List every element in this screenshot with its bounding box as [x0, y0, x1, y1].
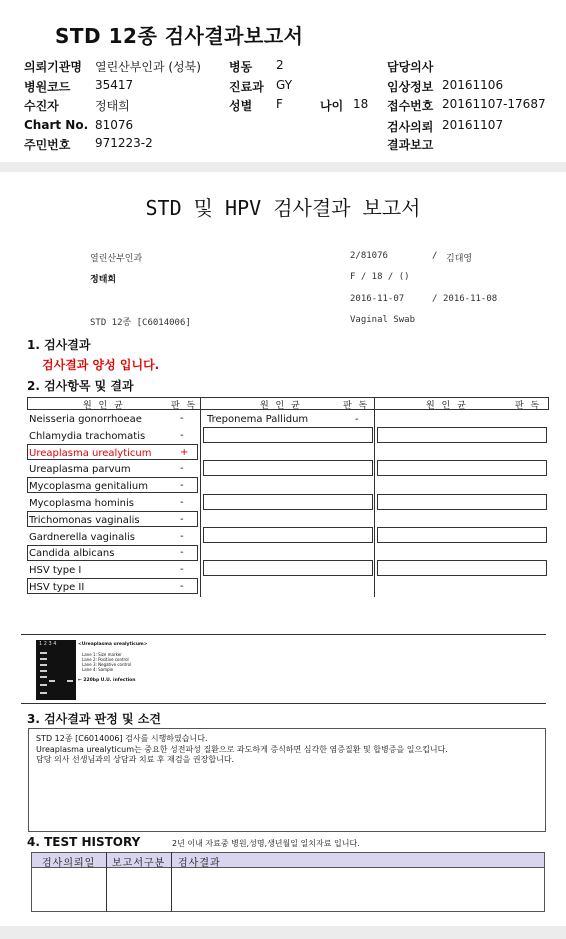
history-table-header: [31, 852, 545, 868]
col-judgement-3: 판 독: [515, 401, 542, 411]
result-item-name: Ureaplasma parvum: [29, 464, 131, 475]
result-item-judgement: -: [180, 480, 184, 491]
result-item-name: Ureaplasma urealyticum: [29, 448, 152, 459]
header-row-4: [0, 118, 566, 138]
positive-result-message: 검사결과 양성 입니다.: [42, 358, 160, 372]
date-from: 2016-11-07: [350, 294, 405, 304]
id-value: 971223-2: [95, 136, 153, 150]
opinion-line-2: Ureaplasma urealyticum는 중요한 성전파성 질환으로 과도하게 증식하면 심각한 염증질환 및 합병증을 일으킵니다.: [36, 745, 448, 754]
result-item-judgement: -: [180, 514, 184, 525]
doctor-label: 담당의사: [387, 60, 434, 74]
result-item-judgement: -: [180, 581, 184, 592]
history-divider-1: [106, 852, 107, 912]
reception-value: 20161107-17687: [442, 97, 546, 111]
report-patient: 정태희: [90, 275, 117, 285]
doctor-name: 김대영: [446, 254, 473, 264]
slash-divider: /: [432, 251, 438, 261]
sex-label: 성별: [229, 99, 253, 113]
age-value: 18: [353, 97, 369, 111]
empty-result-cell: [203, 460, 373, 476]
hospital-code-label: 병원코드: [24, 80, 71, 94]
grid-divider-2: [374, 397, 375, 597]
history-note: 2년 이내 자료중 병원,성명,생년월일 일치자료 입니다.: [172, 839, 360, 848]
header-row-3: [0, 97, 566, 117]
empty-result-cell: [203, 560, 373, 576]
report-header: [0, 0, 566, 162]
result-item-judgement: -: [180, 497, 184, 508]
reception-label: 접수번호: [387, 99, 434, 113]
history-table-body: [31, 868, 545, 912]
section2-title: 2. 검사항목 및 결과: [27, 379, 134, 393]
result-item-judgement: +: [180, 447, 189, 458]
request-date-label: 검사의뢰: [387, 120, 434, 134]
report-label: 결과보고: [387, 138, 434, 152]
chart-value: 81076: [95, 118, 134, 132]
empty-result-cell: [377, 460, 547, 476]
result-item-judgement: -: [180, 531, 184, 542]
hospital-code-value: 35417: [95, 78, 134, 92]
empty-result-cell: [377, 427, 547, 443]
empty-result-cell: [203, 494, 373, 510]
result-item-judgement: -: [180, 463, 184, 474]
result-item-name: Mycoplasma hominis: [29, 498, 134, 509]
document-title: STD 12종 검사결과보고서: [55, 24, 304, 48]
gel-legend-2: Lane 2: Positive control: [82, 657, 129, 662]
age-label: 나이: [320, 99, 344, 113]
history-col-type: 보고서구분: [112, 858, 166, 869]
header-row-2: [0, 78, 566, 98]
section1-title: 1. 검사결과: [27, 338, 91, 352]
result-item-name: HSV type II: [29, 582, 85, 593]
slash-divider-2: /: [432, 294, 438, 304]
clinical-label: 임상정보: [387, 80, 434, 94]
date-to: 2016-11-08: [443, 294, 498, 304]
result-item-judgement: -: [180, 430, 184, 441]
header-row-5: [0, 136, 566, 156]
history-col-date: 검사의뢰일: [42, 858, 96, 869]
specimen: Vaginal Swab: [350, 315, 416, 325]
col-cause-1: 원 인 균: [83, 401, 125, 411]
col-cause-3: 원 인 균: [426, 401, 468, 411]
gel-electrophoresis-image: [36, 640, 76, 700]
empty-result-cell: [203, 527, 373, 543]
dept-label: 진료과: [229, 80, 264, 94]
dept-value: GY: [276, 78, 293, 92]
sex-age: F / 18 / (): [350, 272, 410, 282]
gel-legend-1: Lane 1: Size marker: [82, 652, 122, 657]
empty-result-cell: [377, 560, 547, 576]
result-item-judgement: -: [180, 413, 184, 424]
id-label: 주민번호: [24, 138, 71, 152]
section3-title: 3. 검사결과 판정 및 소견: [27, 712, 161, 726]
chart-doctor: 2/81076: [350, 251, 388, 261]
history-divider-2: [171, 852, 172, 912]
history-col-result: 검사결과: [178, 858, 221, 869]
result-item-name: Neisseria gonorrhoeae: [29, 414, 142, 425]
result-item-name: Gardnerella vaginalis: [29, 532, 135, 543]
gel-band-label: ← 220bp U.U. infection: [78, 678, 136, 683]
result-item-name: Candida albicans: [29, 548, 115, 559]
patient-label: 수진자: [24, 99, 59, 113]
result-item-name: Mycoplasma genitalium: [29, 481, 148, 492]
request-date-value: 20161107: [442, 118, 504, 132]
gel-caption-title: <Ureaplasma urealyticum>: [78, 642, 148, 647]
gel-legend-4: Lane 4: Sample: [82, 667, 114, 672]
ward-value: 2: [276, 58, 284, 72]
gel-legend-3: Lane 3: Negative control: [82, 662, 132, 667]
opinion-line-1: STD 12종 [C6014006] 검사를 시행하였습니다.: [36, 734, 208, 743]
result-item-name: HSV type I: [29, 565, 82, 576]
section4-title: 4. TEST HISTORY: [27, 835, 141, 849]
gel-lane-numbers: 1 2 3 4: [39, 641, 57, 647]
col-judgement-1: 판 독: [171, 401, 198, 411]
col-judgement-2: 판 독: [343, 401, 370, 411]
empty-result-cell: [377, 527, 547, 543]
clinic-name: 열린산부인과: [90, 254, 143, 264]
result-item-judgement: -: [180, 547, 184, 558]
col2-item-name: Treponema Pallidum: [207, 414, 309, 425]
test-code: STD 12종 [C6014006]: [90, 318, 191, 328]
report-title: STD 및 HPV 검사결과 보고서: [145, 196, 421, 220]
sex-value: F: [276, 97, 283, 111]
institution-label: 의뢰기관명: [24, 60, 82, 74]
result-item-judgement: -: [180, 564, 184, 575]
empty-result-cell: [203, 427, 373, 443]
chart-label: Chart No.: [24, 118, 89, 132]
empty-result-cell: [377, 494, 547, 510]
patient-value: 정태희: [95, 99, 130, 113]
opinion-line-3: 담당 의사 선생님과의 상담과 치료 후 재검을 권장합니다.: [36, 755, 235, 764]
institution-value: 열린산부인과 (성북): [95, 60, 201, 74]
result-item-name: Trichomonas vaginalis: [29, 515, 140, 526]
col-cause-2: 원 인 균: [260, 401, 302, 411]
clinical-value: 20161106: [442, 78, 504, 92]
results-grid-header: [27, 397, 549, 410]
result-item-name: Chlamydia trachomatis: [29, 431, 146, 442]
grid-divider-1: [200, 397, 201, 597]
header-row-1: [0, 58, 566, 78]
ward-label: 병동: [229, 60, 253, 74]
col2-item-result: -: [355, 414, 359, 425]
